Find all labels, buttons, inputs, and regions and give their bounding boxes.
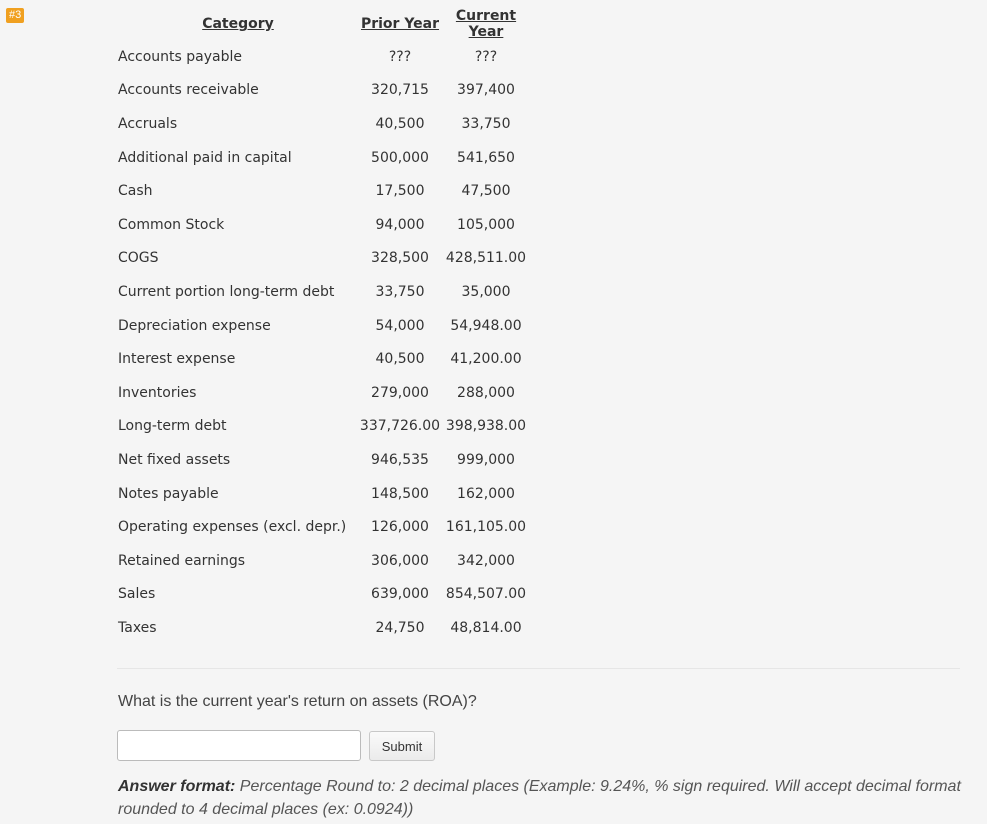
current-year-cell: 999,000	[457, 451, 515, 468]
prior-year-cell: 500,000	[371, 149, 429, 166]
category-cell: Long-term debt	[118, 418, 227, 435]
prior-year-cell: 17,500	[375, 183, 425, 200]
table-row	[118, 342, 530, 376]
category-cell: Operating expenses (excl. depr.)	[118, 519, 347, 536]
current-year-cell: 35,000	[461, 283, 511, 300]
prior-year-cell: 148,500	[371, 485, 429, 502]
table-row	[118, 107, 530, 141]
category-cell: Inventories	[118, 384, 197, 401]
category-cell: COGS	[118, 250, 159, 267]
category-cell: Depreciation expense	[118, 317, 271, 334]
current-year-cell: ???	[474, 48, 498, 65]
question-text: What is the current year's return on assets (ROA)?	[118, 693, 477, 710]
prior-year-cell: 320,715	[371, 82, 429, 99]
current-year-cell: 33,750	[461, 115, 511, 132]
table-row	[118, 376, 530, 410]
table-row	[118, 174, 530, 208]
category-cell: Net fixed assets	[118, 451, 231, 468]
prior-year-cell: ???	[388, 48, 412, 65]
table-row	[118, 510, 530, 544]
category-cell: Taxes	[118, 619, 157, 636]
table-row	[118, 74, 530, 108]
category-cell: Accounts payable	[118, 48, 242, 65]
current-year-cell: 47,500	[461, 183, 511, 200]
prior-year-cell: 946,535	[371, 451, 429, 468]
financial-data-table	[118, 8, 530, 645]
prior-year-cell: 126,000	[371, 519, 429, 536]
current-year-cell: 398,938.00	[445, 418, 527, 435]
current-year-cell: 41,200.00	[450, 351, 522, 368]
table-row	[118, 40, 530, 74]
table-row	[118, 443, 530, 477]
table-header-row	[118, 8, 530, 40]
current-year-cell: 428,511.00	[445, 250, 527, 267]
table-row	[118, 309, 530, 343]
category-cell: Common Stock	[118, 216, 225, 233]
table-row	[118, 544, 530, 578]
prior-year-cell: 33,750	[375, 283, 425, 300]
prior-year-cell: 94,000	[375, 216, 425, 233]
category-cell: Additional paid in capital	[118, 149, 292, 166]
prior-year-cell: 24,750	[375, 619, 425, 636]
prior-year-cell: 279,000	[371, 384, 429, 401]
prior-year-cell: 40,500	[375, 351, 425, 368]
table-row	[118, 578, 530, 612]
current-year-cell: 105,000	[457, 216, 515, 233]
answer-input[interactable]	[117, 730, 361, 761]
prior-year-cell: 40,500	[375, 115, 425, 132]
category-cell: Notes payable	[118, 485, 219, 502]
submit-button[interactable]: Submit	[369, 731, 435, 761]
question-number-badge: #3	[6, 8, 24, 23]
prior-year-cell: 54,000	[375, 317, 425, 334]
category-cell: Cash	[118, 183, 153, 200]
prior-year-column-header: Prior Year	[360, 16, 440, 32]
table-body	[118, 40, 530, 645]
current-year-cell: 541,650	[457, 149, 515, 166]
current-year-cell: 288,000	[457, 384, 515, 401]
table-row	[118, 611, 530, 645]
prior-year-cell: 337,726.00	[359, 418, 441, 435]
category-cell: Accounts receivable	[118, 82, 259, 99]
table-row	[118, 141, 530, 175]
table-row	[118, 477, 530, 511]
current-year-cell: 48,814.00	[450, 619, 522, 636]
prior-year-cell: 328,500	[371, 250, 429, 267]
table-row	[118, 410, 530, 444]
prior-year-cell: 306,000	[371, 552, 429, 569]
answer-format-text: Percentage Round to: 2 decimal places (Example: 9.24%, % sign required. Will accept decimal format rounded to 4 decimal places (ex: 0.0924))	[118, 778, 961, 818]
table-row	[118, 275, 530, 309]
section-divider	[117, 668, 960, 669]
category-cell: Interest expense	[118, 351, 236, 368]
current-year-cell: 162,000	[457, 485, 515, 502]
table-row	[118, 208, 530, 242]
current-year-column-header: Current Year	[455, 8, 517, 40]
table-row	[118, 242, 530, 276]
category-column-header: Category	[202, 16, 274, 32]
category-cell: Sales	[118, 586, 156, 603]
current-year-cell: 54,948.00	[450, 317, 522, 334]
current-year-cell: 397,400	[457, 82, 515, 99]
prior-year-cell: 639,000	[371, 586, 429, 603]
category-cell: Retained earnings	[118, 552, 246, 569]
category-cell: Accruals	[118, 115, 178, 132]
answer-format-note	[118, 775, 968, 821]
category-cell: Current portion long-term debt	[118, 283, 335, 300]
answer-format-label: Answer format:	[118, 778, 236, 795]
current-year-cell: 342,000	[457, 552, 515, 569]
current-year-cell: 854,507.00	[445, 586, 527, 603]
current-year-cell: 161,105.00	[445, 519, 527, 536]
